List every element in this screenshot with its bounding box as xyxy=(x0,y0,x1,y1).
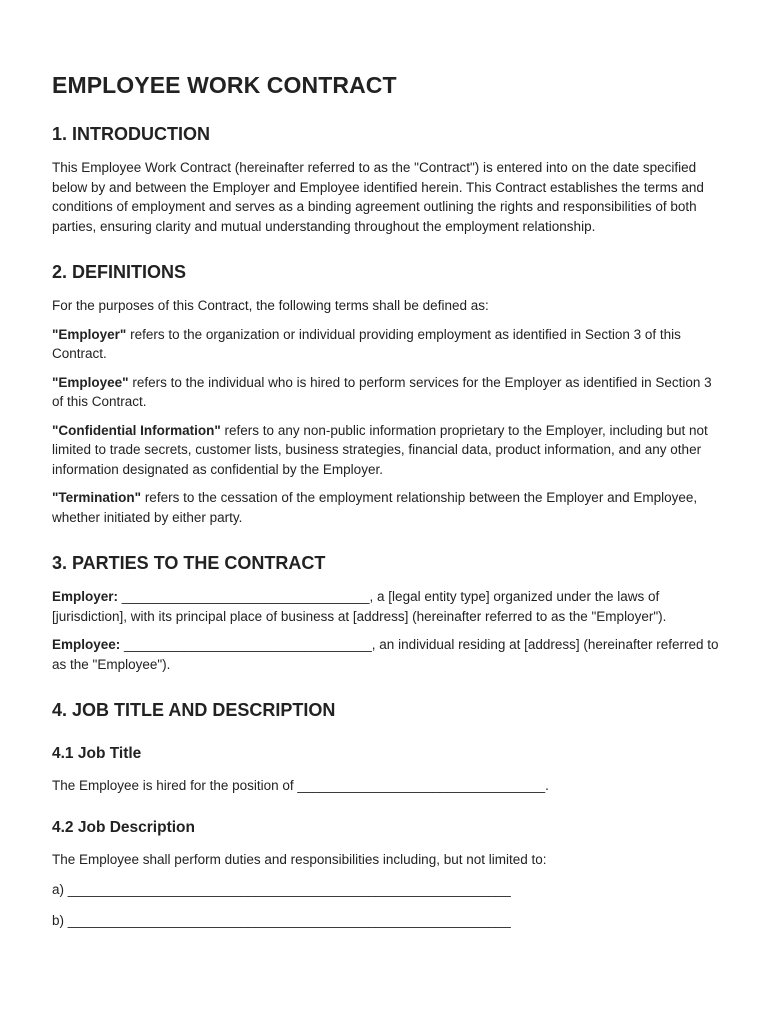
definition-termination xyxy=(52,488,722,527)
party-label: Employee: xyxy=(52,637,121,652)
definition-term: "Employee" xyxy=(52,374,129,390)
definition-text: refers to the individual who is hired to perform services for the Employer as identified in Section 3 of this Contract. xyxy=(52,374,712,409)
party-text: _________________________________, an individual residing at [address] (hereinafter referred to as the "Employee"). xyxy=(52,637,719,672)
party-text: _________________________________, a [legal entity type] organized under the laws of [jurisdiction], with its principal place of business at [address] (hereinafter referred to as the "Employer"). xyxy=(52,589,667,624)
definition-term: "Confidential Information" xyxy=(52,422,221,438)
subsection-heading-job-description: 4.2 Job Description xyxy=(52,818,195,836)
definition-employee xyxy=(52,373,722,412)
definition-text: refers to the organization or individual providing employment as identified in Section 3 of this Contract. xyxy=(52,326,681,361)
job-description-lead: The Employee shall perform duties and responsibilities including, but not limited to: xyxy=(52,851,547,867)
section-heading-introduction: 1. INTRODUCTION xyxy=(52,124,211,144)
introduction-paragraph: This Employee Work Contract (hereinafter referred to as the "Contract") is entered into on the date specified below by and between the Employer and Employee identified herein. This Contract establishes the terms and conditions of employment and serves as a binding agreement outlining the rights and responsibilities of both parties, ensuring clarity and mutual understanding throughout the employment relationship. xyxy=(52,160,704,234)
definition-text: refers to the cessation of the employment relationship between the Employer and Employee, whether initiated by either party. xyxy=(52,490,698,525)
contract-page xyxy=(52,70,722,930)
definition-confidential-information xyxy=(52,421,722,480)
job-title-paragraph: The Employee is hired for the position of _________________________________. xyxy=(52,778,549,793)
definition-employer xyxy=(52,325,722,364)
definition-term: "Employer" xyxy=(52,326,127,342)
definition-term: "Termination" xyxy=(52,490,142,505)
section-heading-parties: 3. PARTIES TO THE CONTRACT xyxy=(52,553,326,573)
section-heading-definitions: 2. DEFINITIONS xyxy=(52,262,187,282)
party-employer xyxy=(52,587,722,626)
subsection-heading-job-title: 4.1 Job Title xyxy=(52,745,142,762)
document-title: EMPLOYEE WORK CONTRACT xyxy=(52,72,397,98)
duty-line: a) ___________________________________________________________ xyxy=(52,882,511,897)
party-employee xyxy=(52,635,722,674)
party-label: Employer: xyxy=(52,589,119,604)
definitions-lead: For the purposes of this Contract, the following terms shall be defined as: xyxy=(52,298,489,313)
definition-text: refers to any non-public information proprietary to the Employer, including but not limited to trade secrets, customer lists, business strategies, financial data, product information, and any other information designated as confidential by the Employer. xyxy=(52,422,708,477)
section-heading-job: 4. JOB TITLE AND DESCRIPTION xyxy=(52,700,336,720)
duty-line: b) ___________________________________________________________ xyxy=(52,912,511,928)
